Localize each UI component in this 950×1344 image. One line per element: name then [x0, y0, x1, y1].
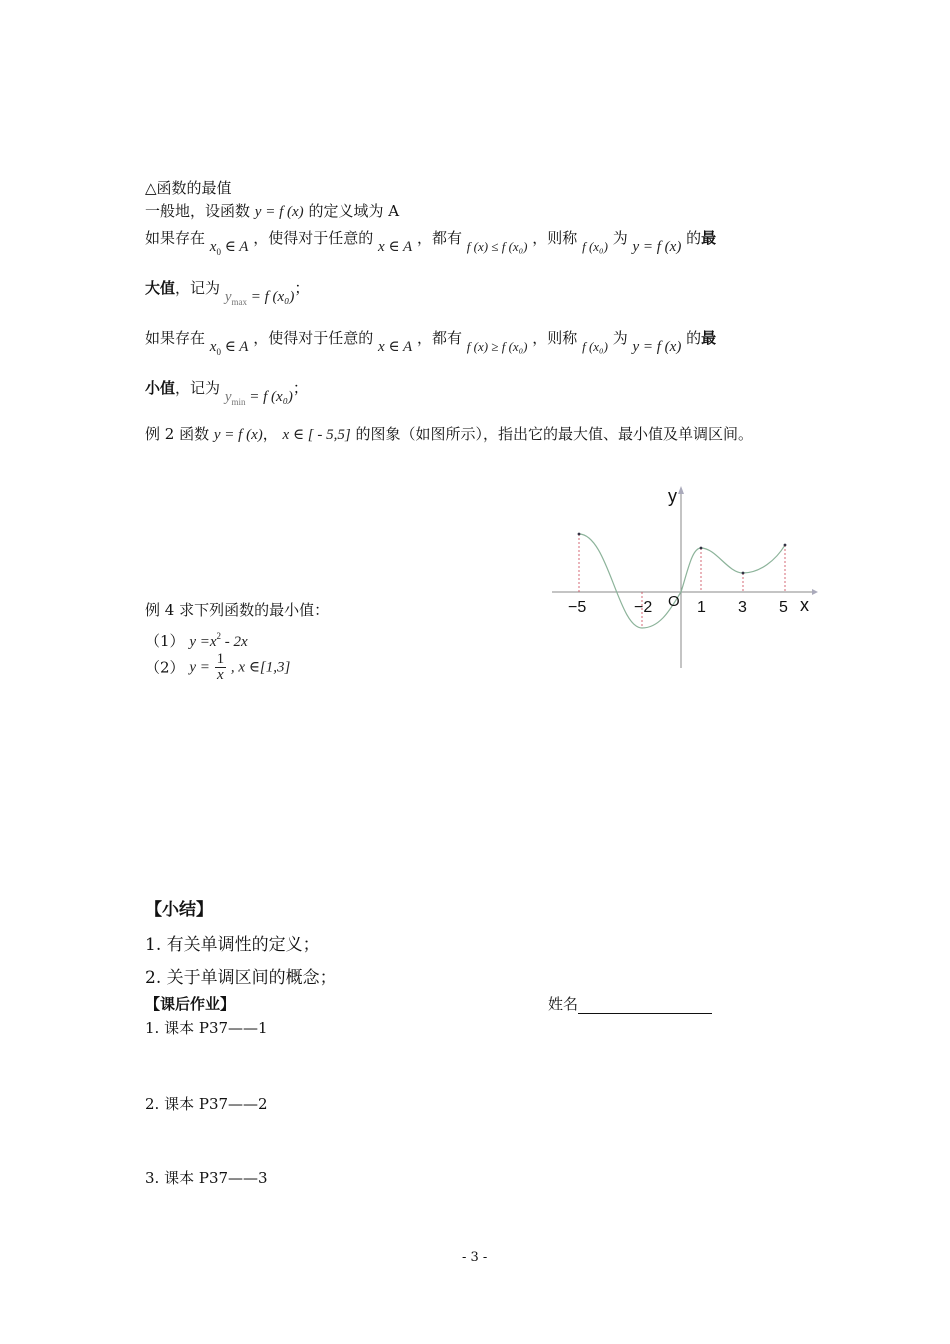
min-text-4: ，则称 — [532, 329, 578, 347]
name-field — [548, 994, 712, 1014]
max-math-domain: x ∈ A — [378, 239, 413, 255]
item2-rhs: , x ∈[1,3] — [230, 659, 291, 676]
min-definition-line — [145, 328, 717, 357]
y-axis-label: y — [668, 486, 677, 506]
max-definition-line — [145, 228, 717, 257]
max-math-x0: $x_0$ ∈ A — [209, 239, 249, 257]
name-label: 姓名 — [548, 995, 579, 1013]
example2-sep: ， — [262, 425, 278, 443]
min-math-inequality: f (x) ≥ f (x₀) — [466, 339, 528, 354]
max-bold-1: 最 — [701, 229, 717, 247]
example-4-item-2 — [145, 652, 290, 683]
max-math-fx0: f (x₀) — [582, 239, 608, 254]
x-axis-label: x — [800, 595, 809, 615]
min-text-1: 如果存在 — [145, 329, 206, 347]
max-math-function: y = f (x) — [632, 239, 682, 255]
min-math-fx0: f (x₀) — [582, 339, 608, 354]
item1-label: （1） — [145, 632, 185, 650]
min-math-notation: $y_{min} = f$ (x₀) — [224, 389, 293, 407]
max-math-notation: $y_{max} = f$ (x₀) — [224, 289, 295, 307]
origin-label: O — [668, 593, 680, 610]
tick-label-neg5: −5 — [568, 599, 587, 616]
min-math-function: y = f (x) — [632, 339, 682, 355]
example2-suffix: 的图象（如图所示），指出它的最大值、最小值及单调区间。 — [355, 425, 754, 443]
min-text-6: 的 — [686, 329, 702, 347]
min-text-7: ，记为 — [175, 379, 221, 397]
function-curve — [579, 534, 785, 628]
x-axis-arrow — [812, 589, 818, 595]
intro-function: y = f (x) — [254, 204, 304, 220]
homework-title: 【课后作业】 — [145, 995, 236, 1013]
max-text-8: ； — [294, 279, 310, 297]
intro-suffix: 的定义域为 A — [308, 202, 400, 220]
min-text-8: ； — [292, 379, 308, 397]
min-text-5: 为 — [612, 329, 628, 347]
name-blank[interactable] — [578, 995, 712, 1014]
example2-function: y = f (x) — [213, 427, 263, 443]
example-4-title: 例 4 求下列函数的最小值： — [145, 601, 330, 619]
example-2 — [145, 424, 753, 445]
item2-label: （2） — [145, 658, 185, 677]
min-bold-1: 最 — [701, 329, 717, 347]
page-number: - 3 - — [462, 1250, 488, 1265]
tick-label-1: 1 — [697, 599, 706, 616]
max-text-7: ，记为 — [175, 279, 221, 297]
min-math-x0: $x_0$ ∈ A — [209, 339, 249, 357]
max-text-2: ，使得对于任意的 — [253, 229, 374, 247]
max-text-6: 的 — [686, 229, 702, 247]
intro-line — [145, 201, 399, 222]
max-definition-line-2 — [145, 278, 310, 307]
min-math-domain: x ∈ A — [378, 339, 413, 355]
summary-item-2: 2. 关于单调区间的概念； — [145, 968, 337, 988]
item1-expression: $y =x^2 - 2x$ — [189, 631, 248, 650]
item2-fraction: $\frac{1}{x}$ — [216, 651, 225, 683]
max-text-5: 为 — [612, 229, 628, 247]
item2-lhs: y = — [189, 659, 210, 676]
tick-label-5: 5 — [779, 599, 788, 616]
curve-points — [578, 533, 787, 575]
max-text-4: ，则称 — [532, 229, 578, 247]
example2-domain: x ∈ [ - 5,5] — [282, 427, 351, 443]
tick-label-3: 3 — [738, 599, 747, 616]
max-text-1: 如果存在 — [145, 229, 206, 247]
max-math-inequality: f (x) ≤ f (x₀) — [466, 239, 528, 254]
example2-prefix: 例 2 函数 — [145, 425, 210, 443]
section-title: △函数的最值 — [145, 179, 232, 197]
max-bold-2: 大值 — [145, 279, 176, 297]
function-graph — [540, 478, 830, 678]
summary-title: 【小结】 — [145, 900, 213, 920]
tick-label-neg2: −2 — [634, 599, 653, 616]
summary-item-1: 1. 有关单调性的定义； — [145, 935, 320, 955]
intro-prefix: 一般地，设函数 — [145, 202, 251, 220]
homework-item-3: 3. 课本 P37——3 — [145, 1169, 268, 1187]
y-axis-arrow — [678, 486, 684, 494]
min-text-3: ，都有 — [416, 329, 462, 347]
example-4-item-1 — [145, 626, 248, 652]
min-definition-line-2 — [145, 378, 308, 407]
homework-item-2: 2. 课本 P37——2 — [145, 1095, 268, 1113]
min-bold-2: 小值 — [145, 379, 176, 397]
max-text-3: ，都有 — [416, 229, 462, 247]
homework-item-1: 1. 课本 P37——1 — [145, 1019, 268, 1037]
guide-lines — [579, 534, 785, 628]
min-text-2: ，使得对于任意的 — [253, 329, 374, 347]
